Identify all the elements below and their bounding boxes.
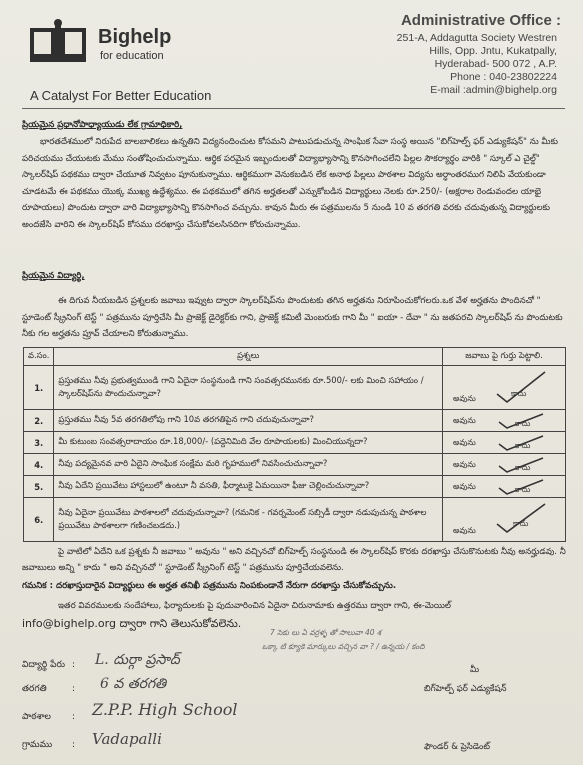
answer-no-option: కాదు: [515, 441, 531, 450]
checkmark-icon: [493, 456, 548, 474]
question-text: నీవు పద్యమైనవ వారి ఏదైని సాంఘిక సంక్షేమ మరి గృహములో నివసించుచున్నావా?: [54, 454, 443, 476]
brand-subtitle: for education: [100, 50, 164, 62]
checkmark-icon: [493, 412, 548, 430]
contact-paragraph: ఇతర వివరములకు సందేహాలు, ఫిర్యాదులకు పై పుదువారించిన ఏదైనా చిరునామాకు ఉత్తరము ద్వారా గాని, ఈ-మెయిల్: [58, 601, 452, 611]
pencil-note: 7 సెకు లు ఏ వర్రళ్ళ తో సాలువా 40 శ: [270, 628, 382, 637]
eligibility-questions-table: [23, 347, 566, 542]
column-header-questions: ప్రశ్నలు: [54, 348, 443, 366]
table-row: [24, 410, 566, 432]
answer-yes-option[interactable]: అవును: [453, 438, 476, 447]
answer-cell[interactable]: [443, 366, 566, 410]
checkmark-icon: [493, 500, 548, 536]
column-header-no: వ.సం.: [24, 348, 54, 366]
question-text: మీ కుటుంబ సంవత్సరాదాయం రూ.18,000/- (పద్దెనిమిది వేల రూపాయలకు) మించియున్నదా?: [54, 432, 443, 454]
letter-page: Bighelp for education A Catalyst For Better Education Administrative Office : 251-A, Addagutta Society Westren Hills, Opp. Jntu, Kukatpally, Hyderabad- 500 072 , A.P. Phone : 040-23802224 E-mail :admin@bighelp.org ప్రియమైన ప్రధానోపాధ్యాయుడు లేక గ్రామాధికారి, భారతదేశములో నిరుపేద బాలబాలికలు ఉన్నతిని విద్యనందించుట కోసమని పాటుపడుచున్న సాంఘిక సేవా సంస్థ అయిన "బిగ్‌హెల్ప్ ఫర్ ఎడ్యుకేషన్" ను మీకు పరిచయము చేయుటకు మేము సంతోషించుచున్నాము. ఆర్థిక పరమైన ఇబ్బందులతో విద్యాభ్యాసాన్ని కొనసాగించలేని పిల్లల సౌకర్యార్థం వారికి " స్కూల్ ఎ చైల్డ్" స్కాలర్‌షిప్ పథకము ద్వారా చేయూత నివ్వటం పూనుకున్నాము. ఆర్థికముగా వెనుకబడిన లేక అనాథ పిల్లలు పాఠశాల విద్యను అర్ధాంతరముగ నిలిపి వేయకుండా చూడటమే ఈ పథకము యొక్క ముఖ్య ఉద్దేశ్యము. ఈ పథకములో తగిన అర్హతలతో ఎన్నుకోబడిన విద్యార్థులు నెలకు రూ.250/- (అక్షరాల రెండువందల యాభై రూపాయలు) పొందుట ద్వారా వారి విద్యాభ్యాసాన్ని కొనసాగించ వచ్చును. కావున మీరు ఈ పత్రములను 5 నుండి 10 వ తరగతి వరకు చదువుతున్న విద్యార్థులకు అందజేసి వారిని ఈ స్కాలర్‌షిప్ కోసము దరఖాస్తు చేసుకోవలసినదిగా కోరుచున్నాము. ప్రియమైన విద్యార్థి, ఈ దిగువ నీయబడిన ప్రశ్నలకు జవాబు ఇవ్వుట ద్వారా స్కాలర్‌షిప్‌ను పొందుటకు తగిన అర్హతను నిరూపించుకోగలరు.ఒక వేళ అర్హతను పొందినచో " స్టూడెంట్ స్క్రీనింగ్ టెస్ట్ " పత్రమును పూర్తిచేసి మీ ప్రాజెక్ట్ డైరెక్టర్‌కు గాని, ప్రాజెక్ట్ కమిటీ మెంబరుకు గాని మీ " ఐయా - దేవా " ను జతపరచి స్కాలర్‌షిప్ ను పొందుటకు నీకు గల అర్హతను ప్రూవ్ చేయాలని కోరుతున్నాము. వ.సం. ప్రశ్నలు జవాబు పై గుర్తు పెట్టాలి. 1. ప్రస్తుతము నీవు ప్రభుత్వముండి గాని ఏదైనా సంస్థనుండి గాని సంవత్సరమునకు రూ.500/- లకు మించి సహాయం / స్కాలర్‌షిప్‌ను పొందుచున్నావా? అవును కాదు 2. ప్రస్తుతము నీవు 5వ తరగతిలోపు గాని 10వ తరగతిపైన గాని చదువుచున్నావా? అవును కాదు 3. మీ కుటుంబ సంవత్సరాదాయం రూ.18,000/- (పద్దెనిమిది వేల రూపాయలకు) మించియున్నదా? అవును కాదు 4. నీవు పద్యమైనవ వారి ఏదైని సాంఘిక సంక్షేమ మరి గృహములో నివసించుచున్నావా? అవును కాదు 5. నీవు ఏదేని ప్రయివేటు హాస్టలులో ఉంటూ నీ వసతి, ఫీర్మాటుకై ఏమయినా ఫీజు చెల్లించుచున్నావా? అవును కాదు 6. నీవు ఏదైనా ప్రయివేటు పాఠశాలలో చదువుచున్నావా? (గమనిక - గవర్నమెంట్ సబ్సిడీ ద్వారా నడుపుచున్న పాఠశాల ప్రయివేటు పాఠశాలగా గణించబడదు.) అవును కాదు పై వాటిలో ఏదేని ఒక ప్రశ్నకు నీ జవాబు " అవును " అని వచ్చినచో బిగ్‌హెల్ప్ సంస్థనుండి ఈ స్కాలర్‌షిప్ కొరకు దరఖాస్తు చేసుకొనుటకు నీవు అనర్హుడవు. నీ జవాబులు అన్ని " కాదు " అని వచ్చినచో " స్టూడెంట్ స్క్రీనింగ్ టెస్ట్ " పత్రమును పూర్తిచేయవలెను. గమనిక : దరఖాస్తుదారైన విద్యార్థులు ఈ అర్హత తనిఖీ పత్రమును నింపకుండానే నేరుగా దరఖాస్తు చేసుకోవచ్చును. ఇతర వివరములకు సందేహాలు, ఫిర్యాదులకు పై పుదువారించిన ఏదైనా చిరునామాకు ఉత్తరము ద్వారా గాని, ఈ-మెయిల్ info@bighelp.org ద్వారా గాని తెలుసుకోవలెను. 7 సెకు లు ఏ వర్రళ్ళ తో సాలువా 40 శ ఒక్కా టి క్యూకె మార్కులు వచ్చిన వా ? / ఉన్నయ / కంది విద్యార్థి పేరు : L. దుర్గా ప్రసాద్ తరగతి : 6 వ తరగతి పాఠశాల : Z.P.P. High School గ్రామము : Vadapalli మీ బిగ్‌హెల్ప్ ఫర్ ఎడ్యుకేషన్ ఫౌండర్ & ప్రెసిడెంట్: [0, 0, 583, 765]
answer-cell[interactable]: [443, 432, 566, 454]
question-number: 2.: [24, 410, 54, 432]
checkmark-icon: [493, 434, 548, 452]
address-line: Hyderabad- 500 072 , A.P.: [434, 58, 557, 70]
answer-no-option: కాదు: [511, 389, 527, 398]
phone-line: Phone : 040-23802224: [450, 71, 557, 83]
office-title: Administrative Office :: [400, 12, 561, 29]
signature-org: బిగ్‌హెల్ప్ ఫర్ ఎడ్యుకేషన్: [424, 684, 507, 694]
salutation-headmaster: ప్రియమైన ప్రధానోపాధ్యాయుడు లేక గ్రామాధికారి,: [22, 120, 183, 130]
result-paragraph: పై వాటిలో ఏదేని ఒక ప్రశ్నకు నీ జవాబు " అవును " అని వచ్చినచో బిగ్‌హెల్ప్ సంస్థనుండి ఈ స్కాలర్‌షిప్ కొరకు దరఖాస్తు చేసుకొనుటకు నీవు అనర్హుడవు. నీ జవాబులు అన్ని " కాదు " అని వచ్చినచో " స్టూడెంట్ స్క్రీనింగ్ టెస్ట్ " పత్రమును పూర్తిచేయవలెను.: [22, 547, 566, 573]
question-text: ప్రస్తుతము నీవు 5వ తరగతిలోపు గాని 10వ తరగతిపైన గాని చదువుచున్నావా?: [54, 410, 443, 432]
student-name-label: విద్యార్థి పేరు: [22, 660, 65, 670]
table-row: [24, 432, 566, 454]
answer-no-option: కాదు: [515, 485, 531, 494]
question-number: 1.: [24, 366, 54, 410]
signature-title: ఫౌండర్ & ప్రెసిడెంట్: [424, 742, 490, 752]
answer-yes-option[interactable]: అవును: [453, 482, 476, 491]
contact-email-line: info@bighelp.org ద్వారా గాని తెలుసుకోవలెను.: [22, 617, 242, 630]
school-label: పాఠశాల: [22, 712, 51, 722]
answer-cell[interactable]: [443, 476, 566, 498]
answer-yes-option[interactable]: అవును: [453, 394, 476, 403]
address-line: 251-A, Addagutta Society Westren: [396, 32, 557, 44]
question-text: ప్రస్తుతము నీవు ప్రభుత్వముండి గాని ఏదైనా సంస్థనుండి గాని సంవత్సరమునకు రూ.500/- లకు మించి సహాయం / స్కాలర్‌షిప్‌ను పొందుచున్నావా?: [54, 366, 443, 410]
answer-cell[interactable]: [443, 410, 566, 432]
brand-name: Bighelp: [98, 26, 172, 48]
header-divider: [22, 108, 565, 109]
signature-line-1: మీ: [470, 665, 480, 675]
question-text: నీవు ఏదేని ప్రయివేటు హాస్టలులో ఉంటూ నీ వసతి, ఫీర్మాటుకై ఏమయినా ఫీజు చెల్లించుచున్నావా?: [54, 476, 443, 498]
address-line: Hills, Opp. Jntu, Kukatpally,: [429, 45, 557, 57]
intro-paragraph: భారతదేశములో నిరుపేద బాలబాలికలు ఉన్నతిని విద్యనందించుట కోసమని పాటుపడుచున్న సాంఘిక సేవా సంస్థ అయిన "బిగ్‌హెల్ప్ ఫర్ ఎడ్యుకేషన్" ను మీకు పరిచయము చేయుటకు మేము సంతోషించుచున్నాము. ఆర్థిక పరమైన ఇబ్బందులతో విద్యాభ్యాసాన్ని కొనసాగించలేని పిల్లల సౌకర్యార్థం వారికి " స్కూల్ ఎ చైల్డ్" స్కాలర్‌షిప్ పథకము ద్వారా చేయూత నివ్వటం పూనుకున్నాము. ఆర్థికముగా వెనుకబడిన లేక అనాథ పిల్లలు పాఠశాల విద్యను అర్ధాంతరముగ నిలిపి వేయకుండా చూడటమే ఈ పథకము యొక్క ముఖ్య ఉద్దేశ్యము. ఈ పథకములో తగిన అర్హతలతో ఎన్నుకోబడిన విద్యార్థులు నెలకు రూ.250/- (అక్షరాల రెండువందల యాభై రూపాయలు) పొందుట ద్వారా వారి విద్యాభ్యాసాన్ని కొనసాగించ వచ్చును. కావున మీరు ఈ పత్రములను 5 నుండి 10 వ తరగతి వరకు చదువుతున్న విద్యార్థులకు అందజేసి వారిని ఈ స్కాలర్‌షిప్ కోసము దరఖాస్తు చేసుకోవలసినదిగా కోరుచున్నాము.: [22, 137, 558, 230]
salutation-student: ప్రియమైన విద్యార్థి,: [22, 271, 85, 281]
answer-cell[interactable]: [443, 498, 566, 542]
email-line: E-mail :admin@bighelp.org: [430, 84, 557, 96]
table-row: [24, 366, 566, 410]
table-row: [24, 498, 566, 542]
class-label: తరగతి: [22, 684, 47, 694]
class-value[interactable]: 6 వ తరగతి: [100, 676, 167, 692]
question-number: 3.: [24, 432, 54, 454]
question-number: 6.: [24, 498, 54, 542]
table-row: [24, 476, 566, 498]
school-value[interactable]: Z.P.P. High School: [92, 700, 238, 719]
column-header-answer: జవాబు పై గుర్తు పెట్టాలి.: [443, 348, 566, 366]
answer-cell[interactable]: [443, 454, 566, 476]
pencil-note: ఒక్కా టి క్యూకె మార్కులు వచ్చిన వా ? / ఉన్నయ / కంది: [262, 642, 425, 651]
note-line: గమనిక : దరఖాస్తుదారైన విద్యార్థులు ఈ అర్హత తనిఖీ పత్రమును నింపకుండానే నేరుగా దరఖాస్తు చేసుకోవచ్చును.: [22, 581, 397, 591]
table-row: [24, 454, 566, 476]
answer-yes-option[interactable]: అవును: [453, 526, 476, 535]
checkmark-icon: [493, 478, 548, 496]
answer-yes-option[interactable]: అవును: [453, 460, 476, 469]
question-number: 5.: [24, 476, 54, 498]
village-value[interactable]: Vadapalli: [92, 730, 162, 748]
answer-no-option: కాదు: [515, 419, 531, 428]
question-number: 4.: [24, 454, 54, 476]
student-name-value[interactable]: L. దుర్గా ప్రసాద్: [95, 652, 180, 668]
table-header-row: [24, 348, 566, 366]
tagline: A Catalyst For Better Education: [30, 88, 212, 103]
village-label: గ్రామము: [22, 740, 53, 750]
answer-yes-option[interactable]: అవును: [453, 416, 476, 425]
instructions-paragraph: ఈ దిగువ నీయబడిన ప్రశ్నలకు జవాబు ఇవ్వుట ద్వారా స్కాలర్‌షిప్‌ను పొందుటకు తగిన అర్హతను నిరూపించుకోగలరు.ఒక వేళ అర్హతను పొందినచో " స్టూడెంట్ స్క్రీనింగ్ టెస్ట్ " పత్రమును పూర్తిచేసి మీ ప్రాజెక్ట్ డైరెక్టర్‌కు గాని, ప్రాజెక్ట్ కమిటీ మెంబరుకు గాని మీ " ఐయా - దేవా " ను జతపరచి స్కాలర్‌షిప్ ను పొందుటకు నీకు గల అర్హతను ప్రూవ్ చేయాలని కోరుతున్నాము.: [22, 296, 563, 340]
question-text: నీవు ఏదైనా ప్రయివేటు పాఠశాలలో చదువుచున్నావా? (గమనిక - గవర్నమెంట్ సబ్సిడీ ద్వారా నడుపుచున్న పాఠశాల ప్రయివేటు పాఠశాలగా గణించబడదు.): [54, 498, 443, 542]
checkmark-icon: [493, 368, 548, 404]
answer-no-option: కాదు: [515, 463, 531, 472]
answer-no-option: కాదు: [513, 519, 529, 528]
open-book-logo-icon: [28, 18, 88, 66]
